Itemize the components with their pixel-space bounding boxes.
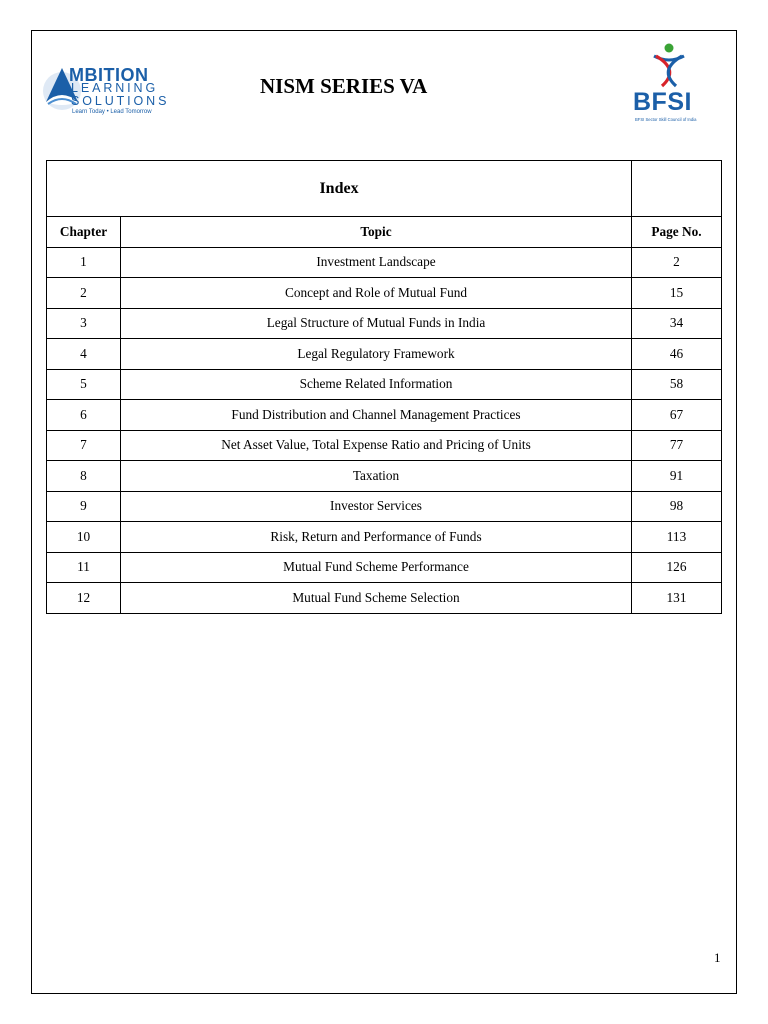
chapter-page: 77 (632, 430, 722, 461)
column-header-topic: Topic (121, 217, 632, 248)
chapter-number: 7 (47, 430, 121, 461)
chapter-number: 2 (47, 278, 121, 309)
chapter-topic: Concept and Role of Mutual Fund (121, 278, 632, 309)
chapter-topic: Mutual Fund Scheme Selection (121, 583, 632, 614)
page-number: 1 (714, 950, 721, 965)
bfsi-emblem-icon (628, 42, 710, 88)
chapter-topic: Scheme Related Information (121, 369, 632, 400)
chapter-topic: Investment Landscape (121, 247, 632, 278)
bfsi-brand: BFSI (633, 88, 692, 116)
ambition-logo (42, 62, 202, 122)
chapter-number: 6 (47, 400, 121, 431)
chapter-number: 3 (47, 308, 121, 339)
chapter-topic: Taxation (121, 461, 632, 492)
bfsi-logo (628, 42, 710, 128)
table-row (47, 278, 722, 309)
chapter-number: 8 (47, 461, 121, 492)
chapter-topic: Investor Services (121, 491, 632, 522)
chapter-page: 113 (632, 522, 722, 553)
chapter-number: 11 (47, 552, 121, 583)
chapter-page: 126 (632, 552, 722, 583)
document-title: NISM SERIES VA (260, 74, 428, 98)
chapter-topic: Legal Structure of Mutual Funds in India (121, 308, 632, 339)
table-row (47, 522, 722, 553)
table-row (47, 461, 722, 492)
table-row (47, 369, 722, 400)
chapter-number: 9 (47, 491, 121, 522)
table-row (47, 430, 722, 461)
chapter-topic: Net Asset Value, Total Expense Ratio and Pricing of Units (121, 430, 632, 461)
brand-tagline: Learn Today • Lead Tomorrow (72, 109, 152, 115)
table-row (47, 583, 722, 614)
chapter-topic: Mutual Fund Scheme Performance (121, 552, 632, 583)
chapter-page: 98 (632, 491, 722, 522)
index-heading-empty-cell (632, 161, 722, 217)
chapter-page: 91 (632, 461, 722, 492)
brand-name: MBITION (69, 65, 149, 85)
table-row (47, 552, 722, 583)
table-row (47, 400, 722, 431)
chapter-number: 12 (47, 583, 121, 614)
index-heading-row (47, 161, 722, 217)
chapter-topic: Legal Regulatory Framework (121, 339, 632, 370)
table-row (47, 491, 722, 522)
chapter-number: 4 (47, 339, 121, 370)
chapter-page: 46 (632, 339, 722, 370)
chapter-page: 34 (632, 308, 722, 339)
brand-subtitle: LEARNING SOLUTIONS (71, 81, 170, 108)
table-row (47, 247, 722, 278)
table-row (47, 339, 722, 370)
chapter-topic: Risk, Return and Performance of Funds (121, 522, 632, 553)
chapter-page: 2 (632, 247, 722, 278)
column-header-chapter: Chapter (47, 217, 121, 248)
chapter-number: 1 (47, 247, 121, 278)
table-header-row (47, 217, 722, 248)
bfsi-subtext: BFSI Sector Skill Council of India (635, 117, 697, 122)
table-row (47, 308, 722, 339)
index-heading: Index (47, 161, 632, 217)
index-table (46, 160, 722, 614)
chapter-page: 58 (632, 369, 722, 400)
chapter-number: 5 (47, 369, 121, 400)
chapter-page: 15 (632, 278, 722, 309)
chapter-topic: Fund Distribution and Channel Management Practices (121, 400, 632, 431)
chapter-number: 10 (47, 522, 121, 553)
chapter-page: 131 (632, 583, 722, 614)
chapter-page: 67 (632, 400, 722, 431)
column-header-page: Page No. (632, 217, 722, 248)
